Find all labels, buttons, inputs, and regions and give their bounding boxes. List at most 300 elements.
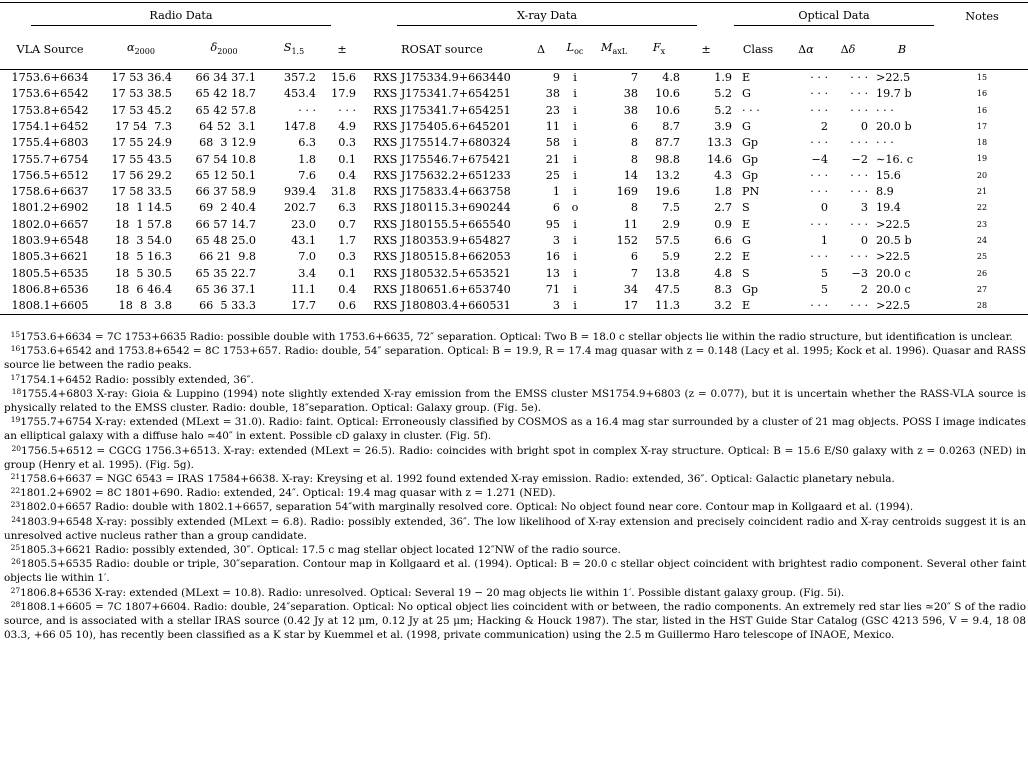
cell-fe: 3.2 [714, 299, 732, 313]
cell-vla: 1753.6+6634 [11, 71, 89, 85]
cell-fx: 13.8 [655, 266, 680, 280]
footnote-text: 1753.6+6634 = 7C 1753+6635 Radio: possible double with 1753.6+6635, 72″ separation. Optical: Two B = 18.0 c stellar objects lie within the radio structure, but identification is unclear. [20, 331, 1013, 343]
cell-delta: 65 42 18.7 [195, 87, 256, 101]
footnote-marker: 26 [11, 557, 21, 567]
cell-delta: 67 54 10.8 [195, 152, 256, 166]
cell-da: 0 [820, 201, 828, 215]
cell-da: 5 [820, 266, 828, 280]
cell-note: 22 [976, 203, 988, 213]
table-row [0, 282, 1028, 298]
cell-delta: 65 35 22.7 [195, 266, 256, 280]
cell-fe: 14.6 [707, 152, 732, 166]
cell-delta: 64 52 3.1 [199, 119, 256, 133]
cell-maxl: 7 [630, 71, 638, 85]
cell-cls: Gp [742, 136, 759, 150]
cell-note: 23 [976, 219, 988, 229]
cell-note: 18 [976, 138, 988, 148]
cell-e: 17.9 [331, 87, 356, 101]
cell-rosat: RXS J175833.4+663758 [373, 185, 511, 199]
cell-maxl: 6 [630, 250, 638, 264]
footnote [4, 472, 1026, 486]
cell-delta: 65 36 37.1 [195, 282, 256, 296]
cell-alpha: 17 53 45.2 [111, 103, 172, 117]
cell-da: · · · [810, 71, 828, 85]
cell-alpha: 18 3 54.0 [115, 234, 172, 248]
table-row [0, 70, 1028, 87]
cell-rosat: RXS J175514.7+680324 [373, 136, 511, 150]
cell-fx: 57.5 [655, 234, 680, 248]
table-row [0, 266, 1028, 282]
cell-rosat: RXS J180353.9+654827 [373, 234, 511, 248]
col-ddelta: Δδ [840, 42, 856, 56]
cell-e: · · · [338, 103, 356, 117]
cell-vla: 1755.4+6803 [11, 136, 89, 150]
footnote-text: 1754.1+6452 Radio: possibly extended, 36″. [20, 373, 254, 386]
col-class: Class [742, 42, 774, 56]
footnote-marker: 24 [11, 514, 21, 524]
table-row [0, 119, 1028, 135]
cell-e: 4.9 [338, 119, 356, 133]
cell-fx: 5.9 [662, 250, 680, 264]
cell-vla: 1805.3+6621 [11, 250, 89, 264]
cell-alpha: 17 55 43.5 [111, 152, 172, 166]
cell-s: 11.1 [291, 282, 316, 296]
cell-s: 939.4 [283, 185, 316, 199]
cell-b: 19.7 b [876, 87, 912, 101]
cell-e: 31.8 [331, 185, 356, 199]
cell-dd: · · · [850, 136, 868, 150]
cell-delta: 66 37 58.9 [195, 185, 256, 199]
cell-s: 17.7 [291, 299, 316, 313]
footnote-text: 1756.5+6512 = CGCG 1756.3+6513. X-ray: extended (MLext = 26.5). Radio: coincides with bright spot in complex X-ray structure. Optical: B = 15.6 E/S0 galaxy with z = 0.0263 (NED) in group (Henry et al. 1995). (Fig. 5g). [4, 444, 1026, 471]
cell-dd: · · · [850, 103, 868, 117]
cell-da: · · · [810, 185, 828, 199]
xray-group-label: X-ray Data [397, 8, 697, 25]
table-row [0, 135, 1028, 151]
table-row [0, 184, 1028, 200]
cell-delta: 65 48 25.0 [195, 234, 256, 248]
cell-b: >22.5 [876, 71, 911, 85]
footnote-text: 1801.2+6902 = 8C 1801+690. Radio: extended, 24″. Optical: 19.4 mag quasar with z = 1.271 (NED). [20, 487, 556, 500]
col-loc: $L_{oc}$ [566, 40, 584, 57]
cell-dd: · · · [850, 71, 868, 85]
cell-s: 43.1 [291, 234, 316, 248]
cell-da: −4 [811, 152, 828, 166]
footnote-marker: 17 [10, 372, 21, 382]
footnote-text: 1758.6+6637 = NGC 6543 = IRAS 17584+6638. X-ray: Kreysing et al. 1992 found extended X-ray emission. Radio: extended, 36″. Optical: Galactic planetary nebula. [20, 473, 895, 486]
footnote [4, 600, 1026, 643]
cell-d: 13 [545, 266, 560, 280]
cell-s: 23.0 [291, 217, 316, 231]
cell-d: 3 [552, 234, 560, 248]
cell-cls: Gp [742, 152, 759, 166]
cell-note: 28 [976, 301, 988, 311]
table-row [0, 249, 1028, 265]
cell-cls: PN [742, 185, 760, 199]
cell-loc: i [573, 234, 577, 248]
cell-note: 27 [976, 284, 988, 294]
cell-loc: i [573, 185, 577, 199]
cell-rosat: RXS J175546.7+675421 [373, 152, 511, 166]
cell-maxl: 11 [623, 217, 638, 231]
cell-loc: i [573, 136, 577, 150]
cell-e: 15.6 [331, 71, 356, 85]
cell-b: 20.5 b [876, 234, 912, 248]
cell-fe: 3.9 [714, 119, 732, 133]
footnote-marker: 28 [10, 599, 21, 609]
cell-cls: S [742, 201, 750, 215]
cell-s: 7.6 [298, 168, 316, 182]
table-row [0, 151, 1028, 167]
cell-delta: 69 2 40.4 [199, 201, 256, 215]
footnote [4, 557, 1026, 585]
cell-delta: 65 12 50.1 [195, 168, 256, 182]
cell-loc: i [573, 282, 577, 296]
cell-loc: o [571, 201, 579, 215]
cell-fe: 5.2 [714, 103, 732, 117]
cell-e: 0.4 [338, 168, 356, 182]
cell-maxl: 7 [630, 266, 638, 280]
footnote-marker: 27 [10, 585, 21, 595]
optical-group-label: Optical Data [734, 8, 934, 25]
cell-d: 6 [552, 201, 560, 215]
footnote-text: 1806.8+6536 X-ray: extended (MLext = 10.8). Radio: unresolved. Optical: Several 19 − 20 mag objects lie within 1′. Possible distant galaxy group. (Fig. 5i). [20, 586, 845, 599]
cell-fe: 4.3 [714, 168, 732, 182]
cell-alpha: 18 1 14.5 [115, 201, 172, 215]
col-alpha: $\alpha_{2000}$ [127, 40, 155, 57]
cell-e: 1.7 [338, 234, 356, 248]
cell-fe: 2.7 [714, 201, 732, 215]
cell-da: · · · [810, 299, 828, 313]
cell-vla: 1758.6+6637 [11, 185, 89, 199]
footnote-marker: 19 [10, 415, 21, 425]
cell-dd: · · · [850, 185, 868, 199]
cell-rosat: RXS J175334.9+663440 [373, 71, 511, 85]
cell-e: 0.6 [338, 299, 356, 313]
footnote-text: 1808.1+6605 = 7C 1807+6604. Radio: double, 24″separation. Optical: No optical object lies coincident with or between, the radio components. An extremely red star lies ≃20″ S of the radio source, and is associated with a stellar IRAS source (0.42 Jy at 12 μm, 0.12 Jy at 25 μm; Hacking & Houck 1987). The star, listed in the HST Guide Star Catalog (GSC 4213 596, V = 9.4, 18 08 03.3, +66 05 10), has recently been classified as a K star by Kuemmel et al. (1998, private communication) using the 2.5 m Guillermo Haro telescope of INAOE, Mexico. [4, 600, 1026, 642]
table-row [0, 298, 1028, 315]
table-row [0, 200, 1028, 216]
col-fx: $F_x$ [652, 40, 666, 57]
cell-note: 15 [976, 73, 988, 82]
cell-vla: 1803.9+6548 [11, 234, 89, 248]
cell-b: 19.4 [876, 201, 901, 215]
cell-vla: 1806.8+6536 [11, 282, 89, 296]
cell-cls: Gp [742, 282, 759, 296]
cell-fx: 4.8 [662, 71, 680, 85]
cell-dd: 0 [860, 119, 868, 133]
cell-loc: i [573, 119, 577, 133]
cell-d: 95 [545, 217, 560, 231]
cell-fe: 1.8 [714, 185, 732, 199]
cell-da: · · · [810, 103, 828, 117]
cell-cls: G [742, 119, 751, 133]
cell-alpha: 18 8 3.8 [118, 299, 172, 313]
cell-b: 15.6 [876, 168, 901, 182]
cell-dd: · · · [850, 299, 868, 313]
cell-maxl: 8 [630, 201, 638, 215]
cell-b: · · · [876, 136, 894, 150]
footnote [4, 373, 1026, 387]
cell-cls: · · · [742, 103, 760, 117]
cell-dd: 3 [860, 201, 868, 215]
col-rosat: ROSAT source [401, 42, 483, 56]
cell-delta: 66 5 33.3 [199, 299, 256, 313]
cell-e: 6.3 [338, 201, 356, 215]
cell-dd: −3 [851, 266, 868, 280]
footnote-text: 1805.3+6621 Radio: possibly extended, 30″. Optical: 17.5 c mag stellar object located 12″NW of the radio source. [20, 544, 621, 557]
cell-note: 20 [976, 170, 988, 180]
cell-fe: 5.2 [714, 87, 732, 101]
cell-vla: 1753.8+6542 [11, 103, 89, 117]
cell-maxl: 6 [630, 119, 638, 133]
cell-d: 3 [552, 299, 560, 313]
cell-maxl: 169 [616, 185, 638, 199]
cell-maxl: 17 [623, 299, 638, 313]
cell-da: 5 [820, 282, 828, 296]
cell-delta: 68 3 12.9 [199, 136, 256, 150]
cell-dd: · · · [850, 217, 868, 231]
cell-maxl: 14 [623, 168, 638, 182]
cell-fx: 47.5 [655, 282, 680, 296]
cell-d: 16 [545, 250, 560, 264]
footnote-text: 1753.6+6542 and 1753.8+6542 = 8C 1753+657. Radio: double, 54″ separation. Optical: B = 19.9, R = 17.4 mag quasar with z = 0.148 (Lacy et al. 1995; Kock et al. 1996). Quasar and RASS source lie between the radio peaks. [4, 345, 1026, 372]
cell-loc: i [573, 217, 577, 231]
data-table [0, 2, 1028, 315]
cell-maxl: 34 [623, 282, 638, 296]
cell-alpha: 17 55 24.9 [111, 136, 172, 150]
cell-rosat: RXS J180515.8+662053 [373, 250, 511, 264]
cell-vla: 1805.5+6535 [11, 266, 89, 280]
cell-b: · · · [876, 103, 894, 117]
cell-d: 25 [545, 168, 560, 182]
cell-note: 24 [976, 235, 988, 245]
cell-fe: 2.2 [714, 250, 732, 264]
footnote [4, 344, 1026, 372]
cell-da: · · · [810, 250, 828, 264]
cell-fx: 11.3 [655, 299, 680, 313]
footnote [4, 444, 1026, 472]
cell-alpha: 18 5 16.3 [115, 250, 172, 264]
cell-rosat: RXS J180155.5+665540 [373, 217, 511, 231]
col-maxl: $M_{axL}$ [600, 40, 628, 57]
cell-rosat: RXS J175405.6+645201 [373, 119, 511, 133]
cell-da: 1 [820, 234, 828, 248]
cell-rosat: RXS J180532.5+653521 [373, 266, 511, 280]
cell-note: 16 [976, 89, 988, 99]
cell-fx: 87.7 [655, 136, 680, 150]
cell-fe: 0.9 [714, 217, 732, 231]
cell-vla: 1808.1+6605 [11, 299, 89, 313]
cell-da: · · · [810, 217, 828, 231]
cell-delta: 65 42 57.8 [195, 103, 256, 117]
cell-loc: i [573, 103, 577, 117]
footnote-marker: 20 [11, 443, 22, 453]
cell-maxl: 152 [616, 234, 638, 248]
cell-rosat: RXS J175632.2+651233 [373, 168, 511, 182]
cell-alpha: 18 5 30.5 [115, 266, 172, 280]
cell-loc: i [573, 250, 577, 264]
cell-dd: 0 [860, 234, 868, 248]
cell-cls: G [742, 234, 751, 248]
cell-cls: Gp [742, 168, 759, 182]
footnote-text: 1755.4+6803 X-ray: Gioia & Luppino (1994) note slightly extended X-ray emission from the EMSS cluster MS1754.9+6803 (z = 0.077), but it is uncertain whether the RASS-VLA source is physically related to the EMSS cluster. Radio: double, 18″separation. Optical: Galaxy group. (Fig. 5e). [4, 387, 1026, 415]
table-row [0, 233, 1028, 249]
cell-da: · · · [810, 87, 828, 101]
column-header-row [0, 31, 1028, 70]
cell-rosat: RXS J180803.4+660531 [373, 299, 511, 313]
cell-alpha: 17 53 38.5 [111, 87, 172, 101]
cell-loc: i [573, 87, 577, 101]
cell-delta: 66 34 37.1 [195, 71, 256, 85]
cell-b: 8.9 [876, 185, 894, 199]
cell-e: 0.7 [338, 217, 356, 231]
col-dalpha: Δα [798, 42, 814, 56]
cell-vla: 1801.2+6902 [11, 201, 89, 215]
cell-note: 19 [976, 154, 988, 164]
footnote-marker: 25 [10, 543, 21, 553]
cell-rosat: RXS J180115.3+690244 [373, 201, 511, 215]
cell-rosat: RXS J175341.7+654251 [373, 103, 511, 117]
cell-s: 6.3 [298, 136, 316, 150]
cell-dd: · · · [850, 87, 868, 101]
cell-d: 71 [545, 282, 560, 296]
cell-fe: 8.3 [714, 282, 732, 296]
table-row [0, 86, 1028, 102]
footnote-text: 1803.9+6548 X-ray: possibly extended (MLext = 6.8). Radio: possibly extended, 36″. The low likelihood of X-ray extension and precisely coincident radio and X-ray centroids suggest it is an unresolved active nucleus rather than a group candidate. [4, 515, 1026, 542]
footnote-marker: 15 [10, 330, 21, 339]
col-pm1: ± [337, 42, 347, 56]
cell-d: 11 [545, 119, 560, 133]
cell-fx: 8.7 [662, 119, 680, 133]
cell-d: 58 [545, 136, 560, 150]
radio-group-label: Radio Data [31, 8, 331, 25]
cell-cls: E [742, 217, 751, 231]
cell-fx: 98.8 [655, 152, 680, 166]
cell-d: 38 [545, 87, 560, 101]
cell-note: 21 [976, 187, 988, 197]
footnote [4, 387, 1026, 415]
footnote-marker: 22 [10, 486, 21, 496]
cell-delta: 66 57 14.7 [195, 217, 256, 231]
cell-s: 7.0 [298, 250, 316, 264]
cell-fx: 13.2 [655, 168, 680, 182]
cell-note: 17 [976, 121, 988, 131]
cell-dd: · · · [850, 250, 868, 264]
cell-dd: 2 [860, 282, 868, 296]
cell-fx: 7.5 [662, 201, 680, 215]
footnote [4, 330, 1026, 344]
cell-da: · · · [810, 168, 828, 182]
cell-loc: i [573, 299, 577, 313]
cell-alpha: 17 56 29.2 [111, 168, 172, 182]
cell-loc: i [573, 71, 577, 85]
cell-loc: i [573, 168, 577, 182]
cell-vla: 1802.0+6657 [11, 217, 89, 231]
group-header-row [0, 3, 1028, 32]
cell-e: 0.3 [338, 250, 356, 264]
cell-note: 25 [976, 252, 988, 262]
cell-b: ∼16. c [876, 152, 913, 166]
footnote-marker: 16 [10, 344, 21, 354]
cell-cls: E [742, 71, 751, 85]
cell-vla: 1755.7+6754 [11, 152, 89, 166]
cell-fe: 4.8 [714, 266, 732, 280]
cell-b: >22.5 [876, 299, 911, 313]
table-row [0, 103, 1028, 119]
cell-b: 20.0 c [876, 282, 911, 296]
footnote-marker: 23 [10, 500, 21, 510]
cell-b: >22.5 [876, 217, 911, 231]
cell-fe: 13.3 [707, 136, 732, 150]
footnote-marker: 21 [10, 472, 21, 482]
col-Delta: Δ [536, 42, 546, 56]
footnote [4, 586, 1026, 600]
cell-maxl: 38 [623, 87, 638, 101]
cell-loc: i [573, 152, 577, 166]
cell-fx: 10.6 [655, 87, 680, 101]
cell-d: 21 [545, 152, 560, 166]
cell-loc: i [573, 266, 577, 280]
cell-alpha: 17 58 33.5 [111, 185, 172, 199]
cell-e: 0.4 [338, 282, 356, 296]
cell-dd: −2 [851, 152, 868, 166]
cell-fx: 19.6 [655, 185, 680, 199]
cell-fx: 2.9 [662, 217, 680, 231]
col-vla: VLA Source [16, 42, 84, 56]
notes-group-label: Notes [965, 9, 999, 23]
cell-b: 20.0 b [876, 119, 912, 133]
footnote-marker: 18 [11, 386, 22, 396]
cell-fx: 10.6 [655, 103, 680, 117]
footnote [4, 543, 1026, 557]
cell-d: 9 [552, 71, 560, 85]
cell-da: · · · [810, 136, 828, 150]
cell-b: 20.0 c [876, 266, 911, 280]
cell-s: 453.4 [283, 87, 316, 101]
table-row [0, 168, 1028, 184]
cell-d: 23 [545, 103, 560, 117]
col-delta: $\delta_{2000}$ [210, 40, 238, 57]
cell-maxl: 8 [630, 152, 638, 166]
footnote-text: 1755.7+6754 X-ray: extended (MLext = 31.0). Radio: faint. Optical: Erroneously classified by COSMOS as a 16.4 mag star surrounded by a cluster of 21 mag objects. POSS I image indicates an elliptical galaxy with a diffuse halo ≃40″ in extent. Possible cD galaxy in cluster. (Fig. 5f). [4, 416, 1026, 443]
cell-rosat: RXS J175341.7+654251 [373, 87, 511, 101]
cell-e: 0.3 [338, 136, 356, 150]
footnote-text: 1802.0+6657 Radio: double with 1802.1+6657, separation 54″with marginally resolved core. Optical: No object found near core. Contour map in Kollgaard et al. (1994). [20, 501, 914, 514]
cell-dd: · · · [850, 168, 868, 182]
cell-note: 16 [976, 105, 988, 115]
cell-note: 26 [976, 268, 988, 278]
cell-rosat: RXS J180651.6+653740 [373, 282, 511, 296]
col-B: B [897, 42, 907, 56]
cell-alpha: 18 1 57.8 [115, 217, 172, 231]
cell-s: 147.8 [283, 119, 316, 133]
footnotes [4, 330, 1026, 642]
cell-vla: 1756.5+6512 [11, 168, 89, 182]
cell-s: 357.2 [283, 71, 316, 85]
cell-cls: E [742, 299, 751, 313]
cell-s: 202.7 [283, 201, 316, 215]
col-pm2: ± [701, 42, 711, 56]
col-s15: $S_{1.5}$ [283, 40, 305, 57]
cell-s: 3.4 [298, 266, 316, 280]
cell-delta: 66 21 9.8 [199, 250, 256, 264]
table-body [0, 70, 1028, 315]
cell-da: 2 [820, 119, 828, 133]
cell-e: 0.1 [338, 152, 356, 166]
footnote-text: 1805.5+6535 Radio: double or triple, 30″separation. Contour map in Kollgaard et al. (1994). Optical: B = 20.0 c stellar object coincident with brightest radio component. Several other faint objects lie within 1′. [4, 558, 1026, 585]
cell-s: · · · [298, 103, 316, 117]
